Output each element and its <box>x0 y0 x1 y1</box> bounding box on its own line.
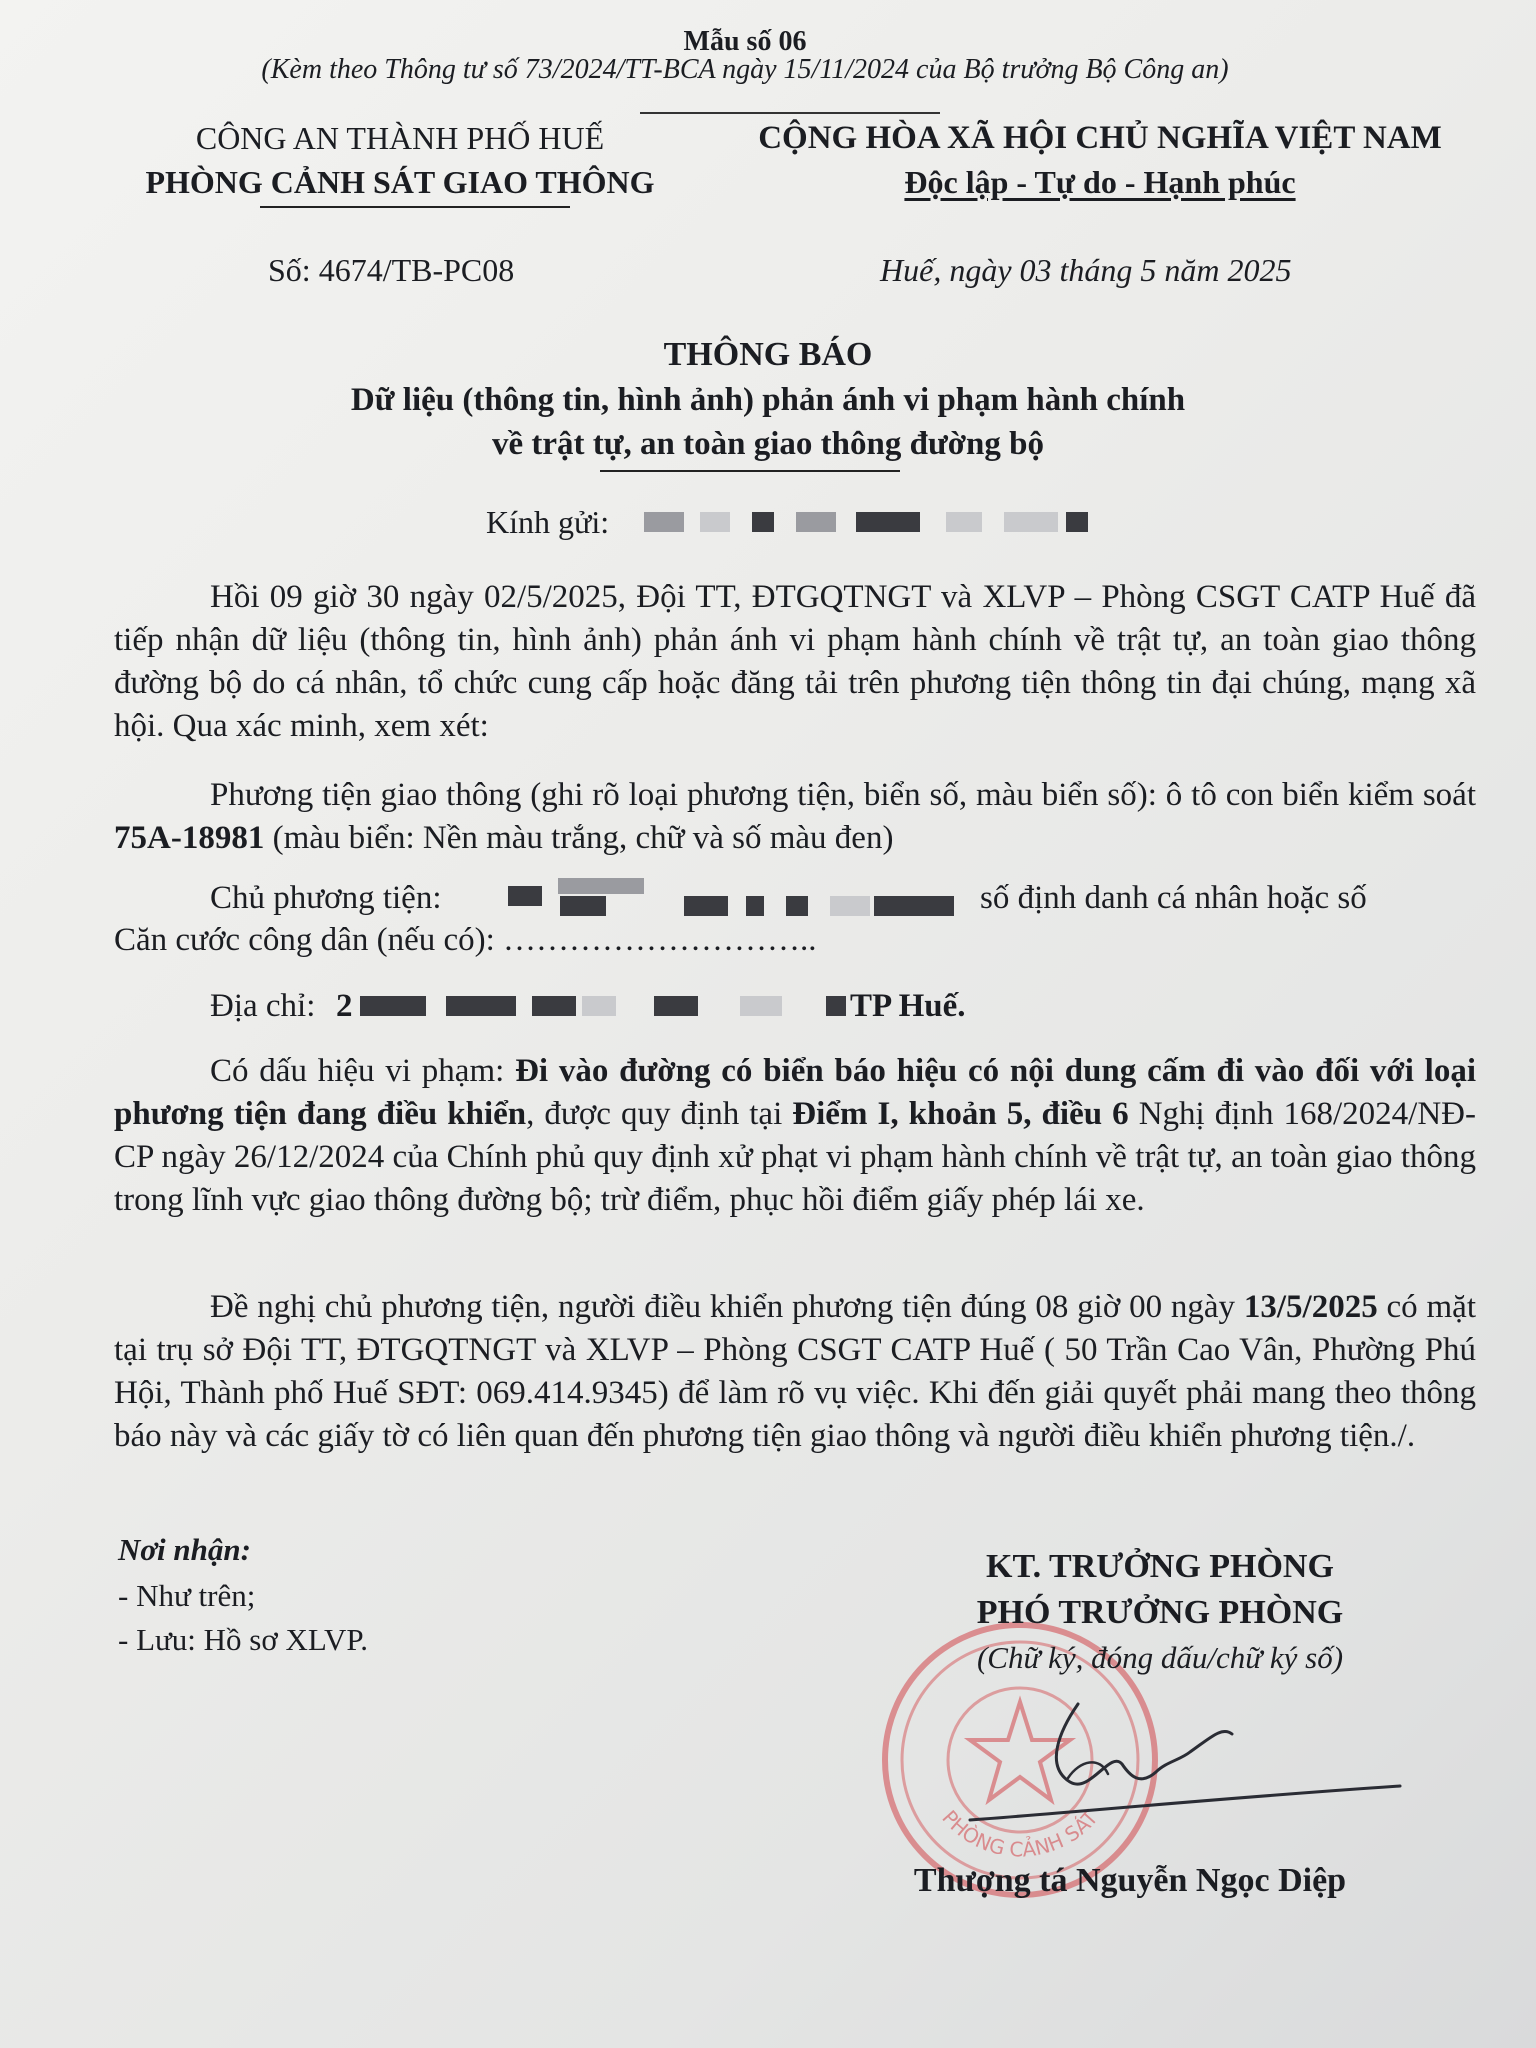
notice-subtitle-line1: Dữ liệu (thông tin, hình ảnh) phản ánh vi phạm hành chính <box>350 382 1186 418</box>
recipients-item: - Như trên; <box>118 1578 256 1613</box>
decree-reference: Nghị định 168/2024/NĐ-CP ngày 26/12/2024 của Chính phủ quy định xử phạt vi phạm hành chính về trật tự, an toàn giao thông trong lĩnh vực giao thông đường bộ; trừ điểm, phục hồi điểm giấy phép lái xe. <box>114 1096 1476 1218</box>
national-title: CỘNG HÒA XÃ HỘI CHỦ NGHĨA VIỆT NAM <box>758 120 1442 156</box>
signature-note: (Chữ ký, đóng dấu/chữ ký số) <box>976 1640 1344 1675</box>
address-label: Địa chỉ: <box>210 988 316 1024</box>
address-city: TP Huế. <box>850 988 966 1024</box>
notice-subtitle-line2: về trật tự, an toàn giao thông đường bộ <box>491 426 1044 462</box>
national-motto: Độc lập - Tự do - Hạnh phúc <box>904 164 1296 200</box>
org-underline <box>260 206 570 208</box>
paragraph-request: Đề nghị chủ phương tiện, người điều khiển phương tiện đúng 08 giờ 00 ngày 13/5/2025 có mặt tại trụ sở Đội TT, ĐTGQTNGT và XLVP – Phòng CSGT CATP Huế ( 50 Trần Cao Vân, Phường Phú Hội, Thành phố Huế SĐT: 069.414.9345) để làm rõ vụ việc. Khi đến giải quyết phải mang theo thông báo này và các giấy tờ có liên quan đến phương tiện giao thông và người điều khiển phương tiện./. <box>114 1289 1476 1454</box>
org-name-line1: CÔNG AN THÀNH PHỐ HUẾ <box>195 120 605 156</box>
form-number: Mẫu số 06 <box>683 26 807 57</box>
recipients-label: Nơi nhận: <box>118 1532 251 1567</box>
paragraph-vehicle <box>114 774 1476 860</box>
signature-title-line1: KT. TRƯỞNG PHÒNG <box>986 1548 1334 1585</box>
place-date: Huế, ngày 03 tháng 5 năm 2025 <box>880 252 1292 288</box>
paragraph-violation: Có dấu hiệu vi phạm: Đi vào đường có biển báo hiệu có nội dung cấm đi vào đối với loại phương tiện đang điều khiển, được quy định tại Điểm I, khoản 5, điều 6 Nghị định 168/2024/NĐ-CP ngày 26/12/2024 của Chính phủ quy định xử phạt vi phạm hành chính về trật tự, an toàn giao thông trong lĩnh vực giao thông đường bộ; trừ điểm, phục hồi điểm giấy phép lái xe. <box>114 1053 1476 1218</box>
vehicle-desc: Phương tiện giao thông (ghi rõ loại phương tiện, biển số, màu biển số): ô tô con biển kiểm soát <box>210 777 1476 813</box>
paragraph-receipt-text: Hồi 09 giờ 30 ngày 02/5/2025, Đội TT, ĐTGQTNGT và XLVP – Phòng CSGT CATP Huế đã tiếp nhận dữ liệu (thông tin, hình ảnh) phản ánh vi phạm hành chính về trật tự, an toàn giao thông đường bộ do cá nhân, tổ chức cung cấp hoặc đăng tải trên phương tiện thông tin đại chúng, mạng xã hội. Qua xác minh, xem xét: <box>114 579 1476 744</box>
recipient-label: Kính gửi: <box>486 504 610 540</box>
license-plate: 75A-18981 <box>114 820 265 856</box>
handwritten-signature <box>960 1690 1410 1830</box>
owner-id-note: số định danh cá nhân hoặc số <box>980 880 1367 916</box>
plate-color: (màu biển: Nền màu trắng, chữ và số màu đen) <box>264 820 894 856</box>
document-number: Số: 4674/TB-PC08 <box>268 252 515 288</box>
signer-name: Thượng tá Nguyễn Ngọc Diệp <box>913 1862 1347 1899</box>
violation-description: Đi vào đường có biển báo hiệu có nội dung cấm đi vào đối với loại phương tiện đang điều khiển <box>114 1053 1476 1132</box>
office-address: có mặt tại trụ sở Đội TT, ĐTGQTNGT và XLVP – Phòng CSGT CATP Huế ( 50 Trần Cao Vân, Phường Phú Hội, Thành phố Huế SĐT: 069.414.9345) để làm rõ vụ việc. Khi đến giải quyết phải mang theo thông báo này và các giấy tờ có liên quan đến phương tiện giao thông và người điều khiển phương tiện./. <box>114 1289 1476 1454</box>
attached-circular: (Kèm theo Thông tư số 73/2024/TT-BCA ngày 15/11/2024 của Bộ trưởng Bộ Công an) <box>261 54 1229 85</box>
org-name-line2: PHÒNG CẢNH SÁT GIAO THÔNG <box>145 164 655 200</box>
citizen-id-line: Căn cước công dân (nếu có): ……………………….. <box>114 922 817 958</box>
recipients-item: - Lưu: Hồ sơ XLVP. <box>118 1622 368 1657</box>
notice-title: THÔNG BÁO <box>663 336 873 373</box>
paragraph-receipt <box>114 576 1476 748</box>
document-page: Mẫu số 06 (Kèm theo Thông tư số 73/2024/TT-BCA ngày 15/11/2024 của Bộ trưởng Bộ Công an) CÔNG AN THÀNH PHỐ HUẾ PHÒNG CẢNH SÁT GIAO THÔNG CỘNG HÒA XÃ HỘI CHỦ NGHĨA VIỆT NAM Độc lập - Tự do - Hạnh phúc Số: 4674/TB-PC08 Huế, ngày 03 tháng 5 năm 2025 THÔNG BÁO Dữ liệu (thông tin, hình ảnh) phản ánh vi phạm hành chính về trật tự, an toàn giao thông đường bộ Kính gửi: Hồi 09 giờ 30 ngày 02/5/2025, Đội TT, ĐTGQTNGT và XLVP – Phòng CSGT CATP Huế đã tiếp nhận dữ liệu (thông tin, hình ảnh) phản ánh vi phạm hành chính về trật tự, an toàn giao thông đường bộ do cá nhân, tổ chức cung cấp hoặc đăng tải trên phương tiện thông tin đại chúng, mạng xã hội. Qua xác minh, xem xét: Phương tiện giao thông (ghi rõ loại phương tiện, biển số, màu biển số): ô tô con biển kiểm soát 75A-18981 (màu biển: Nền màu trắng, chữ và số màu đen) Chủ phương tiện: số định danh cá nhân hoặc số Căn cước công dân (nếu có): ……………………….. Địa chỉ: 2 TP Huế. Có dấu hiệu vi phạm: Đi vào đường có biển báo hiệu có nội dung cấm đi vào đối với loại phương tiện đang điều khiển, được quy định tại Điểm I, khoản 5, điều 6 Nghị định 168/2024/NĐ-CP ngày 26/12/2024 của Chính phủ quy định xử phạt vi phạm hành chính về trật tự, an toàn giao thông trong lĩnh vực giao thông đường bộ; trừ điểm, phục hồi điểm giấy phép lái xe. Đề nghị chủ phương tiện, người điều khiển phương tiện đúng 08 giờ 00 ngày 13/5/2025 có mặt tại trụ sở Đội TT, ĐTGQTNGT và XLVP – Phòng CSGT CATP Huế ( 50 Trần Cao Vân, Phường Phú Hội, Thành phố Huế SĐT: 069.414.9345) để làm rõ vụ việc. Khi đến giải quyết phải mang theo thông báo này và các giấy tờ có liên quan đến phương tiện giao thông và người điều khiển phương tiện./. Nơi nhận: - Như trên; - Lưu: Hồ sơ XLVP. PHÒNG CẢNH SÁT KT. TRƯỞNG PHÒNG PHÓ TRƯỞNG PHÒNG (Chữ ký, đóng dấu/chữ ký số) Thượng tá Nguyễn Ngọc Diệp <box>0 0 1536 2048</box>
appointment-date: 13/5/2025 <box>1243 1289 1378 1325</box>
legal-reference: Điểm I, khoản 5, điều 6 <box>792 1096 1129 1132</box>
violation-label: Có dấu hiệu vi phạm: <box>210 1053 516 1089</box>
owner-label: Chủ phương tiện: <box>210 880 442 916</box>
seal-text: PHÒNG CẢNH SÁT <box>937 1805 1103 1862</box>
header-divider <box>640 112 940 114</box>
title-underline <box>600 470 900 472</box>
signature-title-line2: PHÓ TRƯỞNG PHÒNG <box>976 1594 1344 1631</box>
